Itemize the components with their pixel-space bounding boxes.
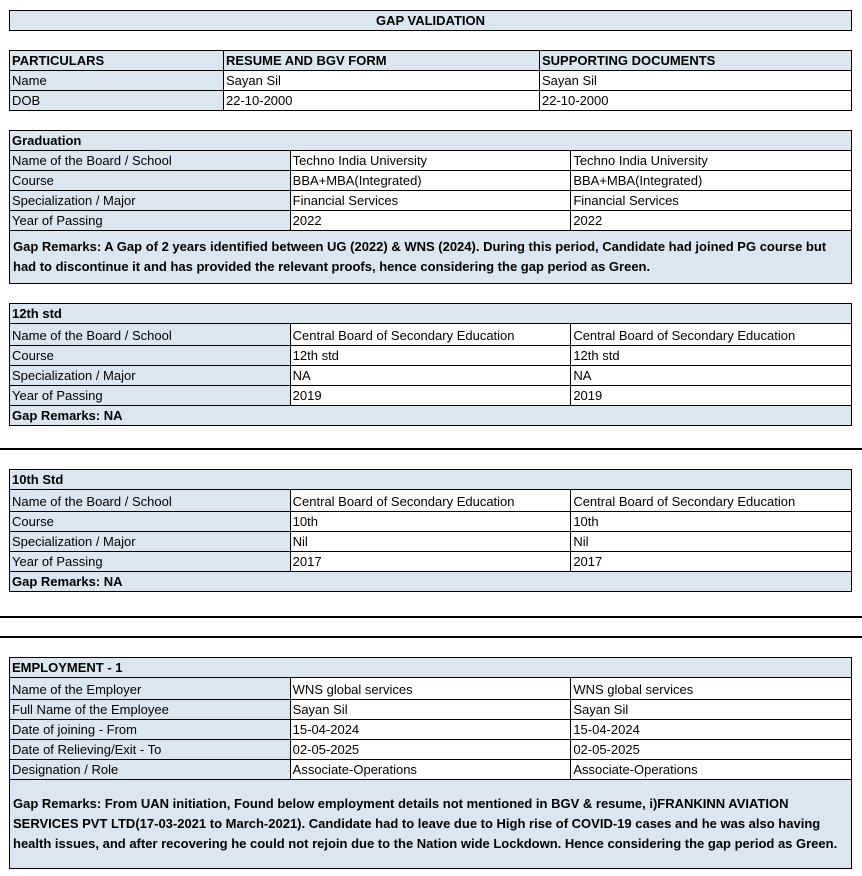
resume-value: 02-05-2025 <box>290 740 571 760</box>
resume-value: Central Board of Secondary Education <box>290 490 571 512</box>
resume-value: 22-10-2000 <box>224 91 540 111</box>
resume-value: 10th <box>290 512 571 532</box>
table-row <box>10 490 852 512</box>
table-row <box>10 552 852 572</box>
table-row <box>10 720 852 740</box>
docs-value: WNS global services <box>571 678 852 700</box>
remarks-row <box>10 572 852 592</box>
column-header-resume: RESUME AND BGV FORM <box>224 51 540 71</box>
row-label: Date of Relieving/Exit - To <box>10 740 291 760</box>
row-label: Year of Passing <box>10 211 291 231</box>
row-label: Name of the Board / School <box>10 151 291 171</box>
resume-value: BBA+MBA(Integrated) <box>290 171 571 191</box>
docs-value: 2019 <box>571 386 852 406</box>
row-label: Designation / Role <box>10 760 291 780</box>
table-row <box>10 760 852 780</box>
row-label: Full Name of the Employee <box>10 700 291 720</box>
docs-value: 2017 <box>571 552 852 572</box>
row-label: Year of Passing <box>10 552 291 572</box>
row-label: Course <box>10 346 291 366</box>
section-divider <box>0 448 862 450</box>
row-label: Specialization / Major <box>10 532 291 552</box>
table-row <box>10 191 852 211</box>
resume-value: Techno India University <box>290 151 571 171</box>
gap-remarks: Gap Remarks: From UAN initiation, Found below employment details not mentioned in BGV & resume, i)FRANKINN AVIATION SERVICES PVT LTD(17-03-2021 to March-2021). Candidate had to leave due to High rise of COVID-19 cases and he was also having health issues, and after recovering he could not rejoin due to the Nation wide Lockdown. Hence considering the gap period as Green. <box>10 780 852 869</box>
section-divider <box>0 636 862 638</box>
resume-value: 2022 <box>290 211 571 231</box>
docs-value: 22-10-2000 <box>540 91 852 111</box>
resume-value: 15-04-2024 <box>290 720 571 740</box>
graduation-table <box>9 130 852 284</box>
row-label: Name of the Board / School <box>10 324 291 346</box>
section-header-row <box>10 131 852 151</box>
docs-value: Central Board of Secondary Education <box>571 490 852 512</box>
docs-value: Sayan Sil <box>540 71 852 91</box>
resume-value: Sayan Sil <box>290 700 571 720</box>
docs-value: Nil <box>571 532 852 552</box>
docs-value: Financial Services <box>571 191 852 211</box>
table-row <box>10 700 852 720</box>
remarks-row <box>10 780 852 869</box>
table-row <box>10 512 852 532</box>
row-label: Name of the Employer <box>10 678 291 700</box>
section-heading: 12th std <box>10 304 852 324</box>
docs-value: 02-05-2025 <box>571 740 852 760</box>
resume-value: 2019 <box>290 386 571 406</box>
gap-remarks: Gap Remarks: NA <box>10 406 852 426</box>
docs-value: Central Board of Secondary Education <box>571 324 852 346</box>
docs-value: 15-04-2024 <box>571 720 852 740</box>
table-row <box>10 71 852 91</box>
section-heading: 10th Std <box>10 470 852 490</box>
resume-value: 2017 <box>290 552 571 572</box>
table-row <box>10 91 852 111</box>
docs-value: 2022 <box>571 211 852 231</box>
row-label: Course <box>10 171 291 191</box>
row-label: Name <box>10 71 224 91</box>
gap-remarks: Gap Remarks: NA <box>10 572 852 592</box>
column-header-particulars: PARTICULARS <box>10 51 224 71</box>
table-row <box>10 171 852 191</box>
docs-value: Sayan Sil <box>571 700 852 720</box>
personal-table <box>9 50 852 111</box>
row-label: Year of Passing <box>10 386 291 406</box>
row-label: Specialization / Major <box>10 191 291 211</box>
remarks-row <box>10 406 852 426</box>
row-label: Specialization / Major <box>10 366 291 386</box>
resume-value: Nil <box>290 532 571 552</box>
resume-value: NA <box>290 366 571 386</box>
resume-value: Central Board of Secondary Education <box>290 324 571 346</box>
resume-value: Financial Services <box>290 191 571 211</box>
row-label: Name of the Board / School <box>10 490 291 512</box>
column-header-documents: SUPPORTING DOCUMENTS <box>540 51 852 71</box>
remarks-row <box>10 231 852 284</box>
resume-value: WNS global services <box>290 678 571 700</box>
row-label: Date of joining - From <box>10 720 291 740</box>
column-header-row <box>10 51 852 71</box>
docs-value: 12th std <box>571 346 852 366</box>
table-row <box>10 151 852 171</box>
resume-value: 12th std <box>290 346 571 366</box>
employment-table <box>9 657 852 869</box>
page-title: GAP VALIDATION <box>9 10 852 31</box>
section-header-row <box>10 304 852 324</box>
table-row <box>10 211 852 231</box>
gap-remarks: Gap Remarks: A Gap of 2 years identified between UG (2022) & WNS (2024). During this period, Candidate had joined PG course but had to discontinue it and has provided the relevant proofs, hence considering the gap period as Green. <box>10 231 852 284</box>
table-row <box>10 740 852 760</box>
section-divider <box>0 616 862 618</box>
table-row <box>10 366 852 386</box>
table-row <box>10 346 852 366</box>
section-header-row <box>10 658 852 678</box>
docs-value: Techno India University <box>571 151 852 171</box>
std10-table <box>9 469 852 592</box>
section-heading: Graduation <box>10 131 852 151</box>
docs-value: BBA+MBA(Integrated) <box>571 171 852 191</box>
row-label: Course <box>10 512 291 532</box>
table-row <box>10 386 852 406</box>
docs-value: 10th <box>571 512 852 532</box>
docs-value: NA <box>571 366 852 386</box>
table-row <box>10 532 852 552</box>
section-header-row <box>10 470 852 490</box>
table-row <box>10 678 852 700</box>
resume-value: Sayan Sil <box>224 71 540 91</box>
table-row <box>10 324 852 346</box>
row-label: DOB <box>10 91 224 111</box>
docs-value: Associate-Operations <box>571 760 852 780</box>
std12-table <box>9 303 852 426</box>
section-heading: EMPLOYMENT - 1 <box>10 658 852 678</box>
resume-value: Associate-Operations <box>290 760 571 780</box>
